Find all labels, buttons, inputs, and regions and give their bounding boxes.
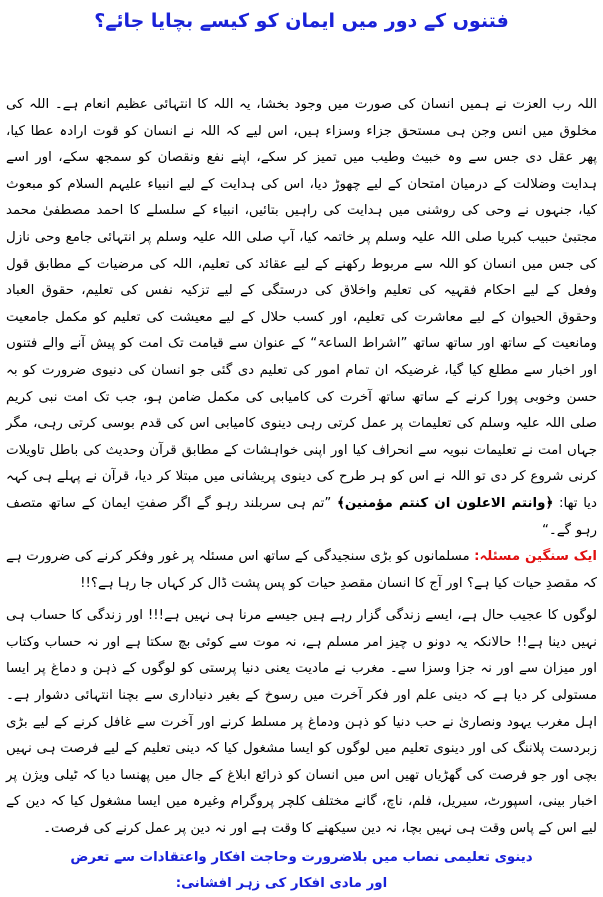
subheading-1: دینوی تعلیمی نصاب میں بلاضرورت وحاجت افکار واعتقادات سے تعرض [70,849,533,865]
title-spacer [6,38,597,92]
warning-paragraph [6,544,597,597]
third-paragraph: لوگوں کا عجیب حال ہے، ایسے زندگی گزار رہے ہیں جیسے مرنا ہی نہیں ہے!!! اور زندگی کا حساب ہی نہیں دینا ہے!! حالانکہ یہ دونو ں چیز امر مسلم ہے، نہ موت سے کوئی بچ سکتا ہے اور نہ حساب وکتاب اور میزان سے اور نہ جزا وسزا سے۔ مغرب نے مادیت یعنی دنیا پرستی کو لوگوں کے ذہن و دماغ پر ایسا مستولی کر دیا ہے کہ دینی علم اور فکر آخرت میں رسوخ کے بغیر دنیاداری سے بچنا انتہائی دشوار ہے۔ اہل مغرب یہود ونصاریٰ نے حب دنیا کو ذہن ودماغ پر مسلط کرنے اور آخرت سے غافل کرنے کے لیے بڑی زبردست پلاننگ کی اور دینوی تعلیم میں لوگوں کو ایسا مشغول کیا کہ دینی تعلیم کے لیے فرصت ہی نہیں بچی اور جو فرصت کی گھڑیاں تھیں اس میں انسان کو ذرائع ابلاغ کے جال میں پھنسا دیا کہ ٹیلی ویژن پر اخبار بینی، اسپورٹ، سیریل، فلم، ناچ، گانے مختلف کلچر پروگرام وغیرہ میں ایسا مشغول کیا کہ دین کے لیے اس کے پاس وقت ہی نہیں بچا، نہ دین سیکھنے کا وقت ہے اور نہ دین پر عمل کرنے کی فرصت۔ [6,608,597,837]
warning-paragraph-text: مسلمانوں کو بڑی سنجیدگی کے ساتھ اس مسئلہ پر غور وفکر کرنے کی ضرورت ہے کہ مقصدِ حیات کیا ہے؟ اور آج کا انسان مقصدِ حیات کو پس پشت ڈال کر کہاں جا رہا ہے؟!! [6,549,597,591]
subheading-2: اور مادی افکار کی زہر افشانی: [175,875,388,891]
warning-label: ایک سنگین مسئلہ: [474,549,597,565]
intro-paragraph-text: اللہ رب العزت نے ہمیں انسان کی صورت میں وجود بخشا، یہ اللہ کا انتہائی عظیم انعام ہے۔ اللہ کی مخلوق میں انس وجن ہی مستحق جزاء وسزاء ہیں، اس لیے کہ اللہ نے انسان کو قوت ارادہ عطا کیا، پھر عقل دی جس سے وہ خبیث وطیب میں تمیز کر سکے، اپنے نفع ونقصان کو سمجھ سکے، اور اسے ہدایت وضلالت کے درمیان امتحان کے لیے چھوڑ دیا، اس کی ہدایت کے لیے انبیاء علیہم السلام کو مبعوث کیا، جنہوں نے وحی کی روشنی میں ہدایت کی راہیں بتائیں، انبیاء کے سلسلے کا احمد مصطفیٰ محمد مجتبیٰ حبیب کبریا صلی اللہ علیہ وسلم پر خاتمہ کیا، آپ صلی اللہ علیہ وسلم پر انتہائی جامع وحی نازل کی جس میں انسان کو اللہ سے مربوط رکھنے کے لیے عقائد کی تعلیم، اللہ کی مرضیات کے مطابق قول وفعل کے لیے احکام فقہیہ کی تعلیم واخلاق کی درستگی کے لیے تزکیہ نفس کی تعلیم، حقوق العباد وحقوق الحیوان کے لیے معاشرت کی تعلیم، اور کسب حلال کے لیے معیشت کی تعلیم کو مکمل جامعیت ومانعیت کے ساتھ اور ساتھ ساتھ ”اشراط الساعۃ“ کے عنوان سے قیامت تک امت کو پیش آنے والے فتنوں اور اخبار سے مطلع کیا گیا، غرضیکہ ان تمام امور کی تعلیم دی گئی جو انسان کی دنیوی ضرورت کو بہ حسن وخوبی پورا کرنے کے ساتھ ساتھ آخرت کی کامیابی کی مکمل ضامن ہو، جب تک امت نبی کریم صلی اللہ علیہ وسلم کی تعلیمات پر عمل کرتی رہی دینوی کامیابی اس کی قدم بوسی کرتی رہی، مگر جہاں امت نے تعلیمات نبویہ سے انحراف کیا اور اپنی خواہشات کے مطابق قرآن وحدیث کی باطل تاویلات کرنی شروع کر دی تو اللہ نے اس کو ہر طرح کی دینوی پریشانی میں مبتلا کر دیا، قرآن نے پہلے ہی کہہ دیا تھا: [6,97,597,511]
article-title: فتنوں کے دور میں ایمان کو کیسے بچایا جائے؟ [94,10,509,32]
intro-paragraph-translation: ”تم ہی سربلند رہو گے اگر صفتِ ایمان کے ساتھ متصف رہو گے۔“ [6,495,597,538]
quran-verse: ﴿وانتم الاعلون ان کنتم مؤمنین﴾ [337,495,554,511]
intro-paragraph [6,92,597,544]
